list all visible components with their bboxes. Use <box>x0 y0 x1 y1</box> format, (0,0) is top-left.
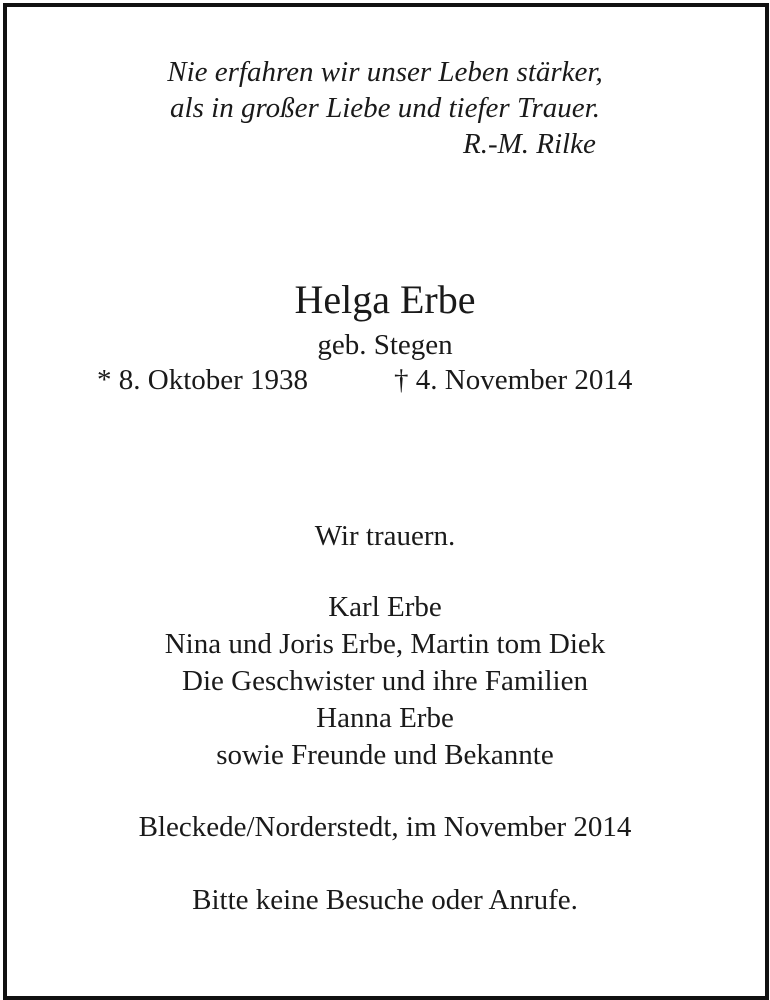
deceased-name: Helga Erbe <box>294 277 476 322</box>
quote-author: R.-M. Rilke <box>463 128 596 160</box>
mourner-line: Hanna Erbe <box>316 702 454 734</box>
mourner-line: Karl Erbe <box>328 591 442 623</box>
mourner-line: sowie Freunde und Bekannte <box>216 739 554 771</box>
closing-note: Bitte keine Besuche oder Anrufe. <box>192 884 578 916</box>
place-and-date: Bleckede/Norderstedt, im November 2014 <box>138 811 632 843</box>
quote-line-1: Nie erfahren wir unser Leben stärker, <box>167 56 603 88</box>
birth-date: * 8. Oktober 1938 <box>97 364 309 396</box>
death-date: † 4. November 2014 <box>394 364 633 396</box>
mourning-statement: Wir trauern. <box>314 520 456 552</box>
notice-border <box>3 3 769 1000</box>
maiden-name: geb. Stegen <box>317 329 453 361</box>
mourner-line: Die Geschwister und ihre Familien <box>182 665 588 697</box>
mourner-line: Nina und Joris Erbe, Martin tom Diek <box>164 628 606 660</box>
quote-line-2: als in großer Liebe und tiefer Trauer. <box>170 92 600 124</box>
